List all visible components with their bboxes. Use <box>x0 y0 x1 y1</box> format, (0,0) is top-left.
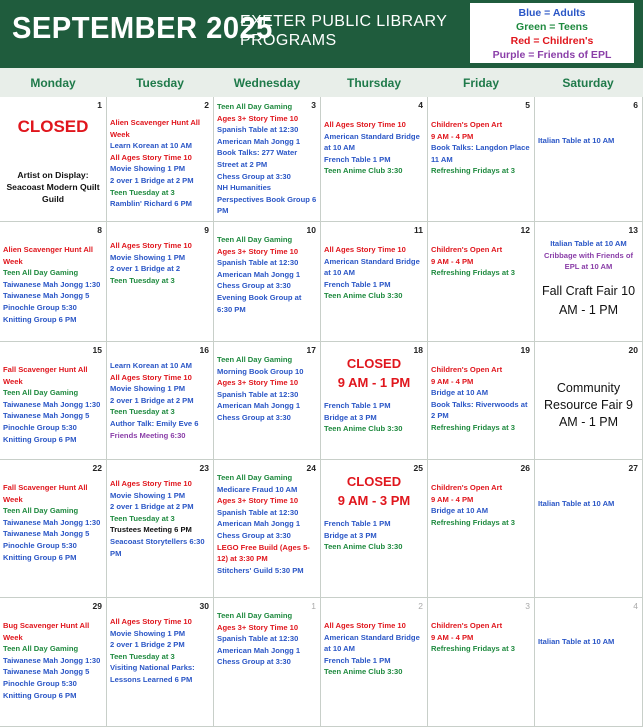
weekday-thursday: Thursday <box>346 76 401 90</box>
event-item: LEGO Free Build (Ages 5-12) at 3:30 PM <box>217 542 310 564</box>
event-item: Italian Table at 10 AM <box>550 239 627 248</box>
day-cell <box>535 97 643 222</box>
event-item: Taiwanese Mah Jongg 1:30 <box>3 399 101 409</box>
event-item: All Ages Story Time 10 <box>110 372 192 382</box>
event-item: Refreshing Fridays at 3 <box>431 268 515 278</box>
event-item: Chess Group at 3:30 <box>217 412 291 422</box>
event-item: Taiwanese Mah Jongg 5 <box>3 529 90 539</box>
day-number: 6 <box>633 100 638 110</box>
event-item: Book Talks: Riverwoods at 2 PM <box>431 399 528 421</box>
event-item: Stitchers' Guild 5:30 PM <box>217 565 304 575</box>
day-cell <box>321 222 428 342</box>
day-cell <box>535 342 643 460</box>
legend-teens: Green = Teens <box>516 21 588 33</box>
event-item: Taiwanese Mah Jongg 5 <box>3 411 90 421</box>
event-item: French Table 1 PM <box>324 655 391 665</box>
event-item: Morning Book Group 10 <box>217 366 304 376</box>
day-cell <box>214 460 321 598</box>
event-item: Pinochle Group 5:30 <box>3 678 77 688</box>
event-item: Teen Tuesday at 3 <box>110 407 175 417</box>
event-item: Knitting Group 6 PM <box>3 434 77 444</box>
day-number: 2 <box>204 100 209 110</box>
event-item: Teen Anime Club 3:30 <box>324 424 403 434</box>
day-cell <box>321 460 428 598</box>
event-item: Ages 3+ Story Time 10 <box>217 378 299 388</box>
day-cell <box>107 222 214 342</box>
closed-label: CLOSED <box>346 474 402 489</box>
event-list <box>3 482 103 563</box>
day-cell <box>321 598 428 727</box>
event-item: Taiwanese Mah Jongg 5 <box>3 291 90 301</box>
event-list <box>110 478 210 559</box>
event-item: Alien Scavenger Hunt All Week <box>110 118 201 139</box>
day-number: 17 <box>306 345 316 355</box>
event-item: Spanish Table at 12:30 <box>217 125 299 135</box>
event-list <box>324 244 424 302</box>
event-list <box>431 620 531 655</box>
event-item: American Mah Jongg 1 <box>217 519 301 529</box>
event-item: Spanish Table at 12:30 <box>217 634 299 644</box>
legend-childrens: Red = Children's <box>510 35 594 47</box>
event-item: All Ages Story Time 10 <box>110 241 192 250</box>
event-item: Knitting Group 6 PM <box>3 314 77 324</box>
day-number: 1 <box>311 601 316 611</box>
event-item: Teen Anime Club 3:30 <box>324 166 403 176</box>
closed-label: CLOSED <box>346 356 402 371</box>
event-item: French Table 1 PM <box>324 154 391 164</box>
event-list <box>110 360 210 441</box>
month-title: SEPTEMBER 2025 <box>12 10 273 45</box>
event-item: Medicare Fraud 10 AM <box>217 484 298 494</box>
event-item: Teen All Day Gaming <box>3 644 79 654</box>
event-item: Teen All Day Gaming <box>217 473 293 482</box>
event-item: American Standard Bridge at 10 AM <box>324 131 420 153</box>
event-item: Trustees Meeting 6 PM <box>110 525 192 535</box>
event-item: Knitting Group 6 PM <box>3 690 77 700</box>
event-list <box>324 119 424 177</box>
event-item: Teen Tuesday at 3 <box>110 275 175 285</box>
day-number: 22 <box>92 463 102 473</box>
event-item: Teen Tuesday at 3 <box>110 187 175 197</box>
day-cell <box>214 342 321 460</box>
event-item: 9 AM - 4 PM <box>431 131 474 141</box>
event-item: All Ages Story Time 10 <box>110 152 192 162</box>
event-item: Ages 3+ Story Time 10 <box>217 246 299 256</box>
day-number: 3 <box>311 100 316 110</box>
event-item: Pinochle Group 5:30 <box>3 422 77 432</box>
event-item: Chess Group at 3:30 <box>217 171 291 181</box>
day-cell <box>535 460 643 598</box>
day-number: 23 <box>199 463 209 473</box>
day-number: 10 <box>306 225 316 235</box>
event-item: American Mah Jongg 1 <box>217 401 301 411</box>
weekday-monday: Monday <box>30 76 76 90</box>
event-item: Ages 3+ Story Time 10 <box>217 622 299 632</box>
event-item: Italian Table at 10 AM <box>538 136 615 145</box>
closed-notice <box>0 117 106 137</box>
calendar-header <box>0 0 643 68</box>
event-list <box>110 240 210 286</box>
event-item: Learn Korean at 10 AM <box>110 361 193 370</box>
event-item: Teen Tuesday at 3 <box>110 513 175 523</box>
day-number: 25 <box>413 463 423 473</box>
day-number: 12 <box>520 225 530 235</box>
event-item: Movie Showing 1 PM <box>110 384 186 394</box>
day-cell <box>107 97 214 222</box>
event-item: Teen All Day Gaming <box>3 506 79 516</box>
event-list <box>217 234 317 315</box>
day-cell <box>428 598 535 727</box>
event-item: Knitting Group 6 PM <box>3 552 77 562</box>
day-cell <box>428 460 535 598</box>
event-item: Book Talks: 277 Water Street at 2 PM <box>217 148 298 169</box>
day-cell <box>0 598 107 727</box>
event-list <box>3 364 103 445</box>
day-number: 4 <box>633 601 638 611</box>
day-number: 26 <box>520 463 530 473</box>
day-number: 4 <box>418 100 423 110</box>
library-name-line2: PROGRAMS <box>240 32 337 49</box>
event-item: Bug Scavenger Hunt All Week <box>3 621 90 642</box>
event-item: 2 over 1 Bridge at 2 <box>110 264 181 274</box>
event-item: All Ages Story Time 10 <box>110 479 192 488</box>
event-list <box>324 620 424 678</box>
event-list <box>431 482 531 528</box>
day-number: 8 <box>97 225 102 235</box>
day-number: 19 <box>520 345 530 355</box>
event-item: Movie Showing 1 PM <box>110 252 186 262</box>
event-item: Bridge at 10 AM <box>431 506 489 516</box>
event-item: Chess Group at 3:30 <box>217 657 291 667</box>
featured-event: Community Resource Fair 9 AM - 1 PM <box>544 381 633 429</box>
event-item: Cribbage with Friends of EPL at 10 AM <box>543 250 634 272</box>
closed-label: CLOSED <box>17 117 89 136</box>
event-item: Ramblin' Richard 6 PM <box>110 199 192 209</box>
event-item: Teen All Day Gaming <box>217 102 293 111</box>
day-cell <box>428 342 535 460</box>
event-item: 2 over 1 Bridge at 2 PM <box>110 502 194 512</box>
day-cell <box>428 97 535 222</box>
event-item: American Mah Jongg 1 <box>217 136 301 146</box>
event-item: Movie Showing 1 PM <box>110 164 186 174</box>
day-number: 24 <box>306 463 316 473</box>
event-item: Children's Open Art <box>431 365 503 374</box>
event-list <box>217 472 317 576</box>
event-item: Teen All Day Gaming <box>217 611 293 620</box>
event-item: 9 AM - 4 PM <box>431 256 474 266</box>
event-item: Children's Open Art <box>431 483 503 492</box>
day-cell <box>107 342 214 460</box>
event-item: Italian Table at 10 AM <box>538 499 615 508</box>
event-item: Chess Group at 3:30 <box>217 281 291 291</box>
event-item: Author Talk: Emily Eve 6 <box>110 418 199 428</box>
day-number: 18 <box>413 345 423 355</box>
day-cell <box>107 598 214 727</box>
event-item: Refreshing Fridays at 3 <box>431 166 515 176</box>
event-item: Fall Scavenger Hunt All Week <box>3 483 88 504</box>
color-legend <box>470 3 634 63</box>
event-item: Visiting National Parks: Lessons Learned 6 PM <box>110 663 195 684</box>
closed-hours: 9 AM - 1 PM <box>337 375 411 390</box>
event-item: Teen All Day Gaming <box>3 388 79 398</box>
day-cell <box>214 598 321 727</box>
event-item: French Table 1 PM <box>324 401 391 410</box>
event-list <box>324 400 424 435</box>
event-item: Refreshing Fridays at 3 <box>431 644 515 654</box>
event-item: 9 AM - 4 PM <box>431 376 474 386</box>
legend-friends: Purple = Friends of EPL <box>492 49 612 61</box>
event-item: American Mah Jongg 1 <box>217 645 301 655</box>
legend-adults: Blue = Adults <box>518 7 586 19</box>
day-cell <box>214 222 321 342</box>
event-item: 9 AM - 4 PM <box>431 494 474 504</box>
event-item: Teen Anime Club 3:30 <box>324 291 403 301</box>
event-item: Alien Scavenger Hunt All Week <box>3 245 94 266</box>
event-list <box>431 244 531 279</box>
event-item: Book Talks: Langdon Place 11 AM <box>431 143 530 164</box>
event-item: Taiwanese Mah Jongg 1:30 <box>3 655 101 665</box>
event-item: Taiwanese Mah Jongg 1:30 <box>3 279 101 289</box>
event-list <box>538 636 639 648</box>
event-item: 2 over 1 Bridge at 2 PM <box>110 175 194 185</box>
event-item: Ages 3+ Story Time 10 <box>217 113 299 123</box>
event-list <box>538 238 639 273</box>
event-item: Refreshing Fridays at 3 <box>431 422 515 432</box>
day-cell <box>0 460 107 598</box>
day-number: 11 <box>414 225 423 235</box>
featured-event: Artist on Display: Seacoast Modern Quilt Guild <box>6 170 100 204</box>
event-item: Children's Open Art <box>431 245 503 254</box>
event-item: Spanish Table at 12:30 <box>217 507 299 517</box>
day-number: 9 <box>204 225 209 235</box>
day-number: 5 <box>525 100 530 110</box>
event-item: Bridge at 3 PM <box>324 530 377 540</box>
weekday-tuesday: Tuesday <box>136 76 184 90</box>
event-item: Pinochle Group 5:30 <box>3 302 77 312</box>
day-cell <box>0 222 107 342</box>
day-number: 2 <box>418 601 423 611</box>
event-item: Learn Korean at 10 AM <box>110 141 193 151</box>
library-name <box>240 12 447 50</box>
event-item: Pinochle Group 5:30 <box>3 540 77 550</box>
event-item: 2 over 1 Bridge at 2 PM <box>110 395 194 405</box>
featured-event: Fall Craft Fair 10 AM - 1 PM <box>541 284 636 317</box>
event-item: Refreshing Fridays at 3 <box>431 517 515 527</box>
event-list <box>538 135 639 147</box>
event-item: Chess Group at 3:30 <box>217 530 291 540</box>
event-item: American Mah Jongg 1 <box>217 269 301 279</box>
event-item: Children's Open Art <box>431 621 503 630</box>
event-item: Italian Table at 10 AM <box>538 637 615 646</box>
event-item: Teen Anime Club 3:30 <box>324 542 403 552</box>
closed-notice <box>321 354 427 392</box>
event-item: NH Humanities Perspectives Book Group 6 PM <box>217 183 317 216</box>
day-number: 3 <box>525 601 530 611</box>
event-list <box>431 119 531 177</box>
event-item: Taiwanese Mah Jongg 5 <box>3 667 90 677</box>
closed-hours: 9 AM - 3 PM <box>337 493 411 508</box>
event-item: Teen All Day Gaming <box>3 268 79 278</box>
event-list <box>217 610 317 668</box>
library-name-line1: EXETER PUBLIC LIBRARY <box>240 13 448 30</box>
weekday-wednesday: Wednesday <box>233 76 301 90</box>
event-item: 2 over 1 Bridge 2 PM <box>110 640 185 650</box>
event-item: All Ages Story Time 10 <box>324 120 406 129</box>
event-item: Bridge at 3 PM <box>324 412 377 422</box>
event-list <box>538 498 639 510</box>
day-number: 15 <box>92 345 102 355</box>
event-list <box>431 364 531 434</box>
event-item: French Table 1 PM <box>324 279 391 289</box>
event-item: Movie Showing 1 PM <box>110 490 186 500</box>
day-cell <box>535 598 643 727</box>
day-number: 16 <box>199 345 209 355</box>
event-item: Teen Anime Club 3:30 <box>324 667 403 677</box>
closed-notice <box>321 472 427 510</box>
event-list <box>324 518 424 553</box>
event-item: Evening Book Group at 6:30 PM <box>217 292 302 314</box>
day-cell <box>214 97 321 222</box>
event-item: Spanish Table at 12:30 <box>217 258 299 268</box>
day-cell <box>428 222 535 342</box>
event-item: Teen Tuesday at 3 <box>110 651 175 661</box>
event-item: Fall Scavenger Hunt All Week <box>3 365 88 386</box>
day-cell <box>321 97 428 222</box>
event-item: Spanish Table at 12:30 <box>217 389 299 399</box>
event-item: Teen All Day Gaming <box>217 235 293 244</box>
day-number: 30 <box>199 601 209 611</box>
day-cell <box>321 342 428 460</box>
day-number: 29 <box>92 601 102 611</box>
day-number: 20 <box>628 345 638 355</box>
day-number: 13 <box>628 225 638 235</box>
day-number: 1 <box>97 100 102 110</box>
event-item: Bridge at 10 AM <box>431 388 489 398</box>
event-list <box>217 101 317 217</box>
event-item: 9 AM - 4 PM <box>431 632 474 642</box>
event-item: All Ages Story Time 10 <box>324 245 406 254</box>
event-list <box>3 620 103 701</box>
event-item: All Ages Story Time 10 <box>324 621 406 630</box>
event-item: Friends Meeting 6:30 <box>110 430 186 440</box>
event-item: Seacoast Storytellers 6:30 PM <box>110 536 205 558</box>
day-number: 27 <box>628 463 638 473</box>
event-item: American Standard Bridge at 10 AM <box>324 256 420 278</box>
event-item: All Ages Story Time 10 <box>110 617 192 626</box>
event-item: Ages 3+ Story Time 10 <box>217 496 299 506</box>
day-cell <box>535 222 643 342</box>
event-item: Taiwanese Mah Jongg 1:30 <box>3 517 101 527</box>
event-item: French Table 1 PM <box>324 519 391 528</box>
weekday-saturday: Saturday <box>562 76 614 90</box>
event-list <box>110 117 210 210</box>
event-list <box>217 354 317 424</box>
event-item: Movie Showing 1 PM <box>110 628 186 638</box>
event-item: American Standard Bridge at 10 AM <box>324 632 420 654</box>
event-list <box>3 244 103 325</box>
event-list <box>110 616 210 686</box>
day-cell <box>0 97 107 222</box>
event-item: Children's Open Art <box>431 120 503 129</box>
day-cell <box>0 342 107 460</box>
weekday-friday: Friday <box>462 76 499 90</box>
day-cell <box>107 460 214 598</box>
event-item: Teen All Day Gaming <box>217 355 293 364</box>
